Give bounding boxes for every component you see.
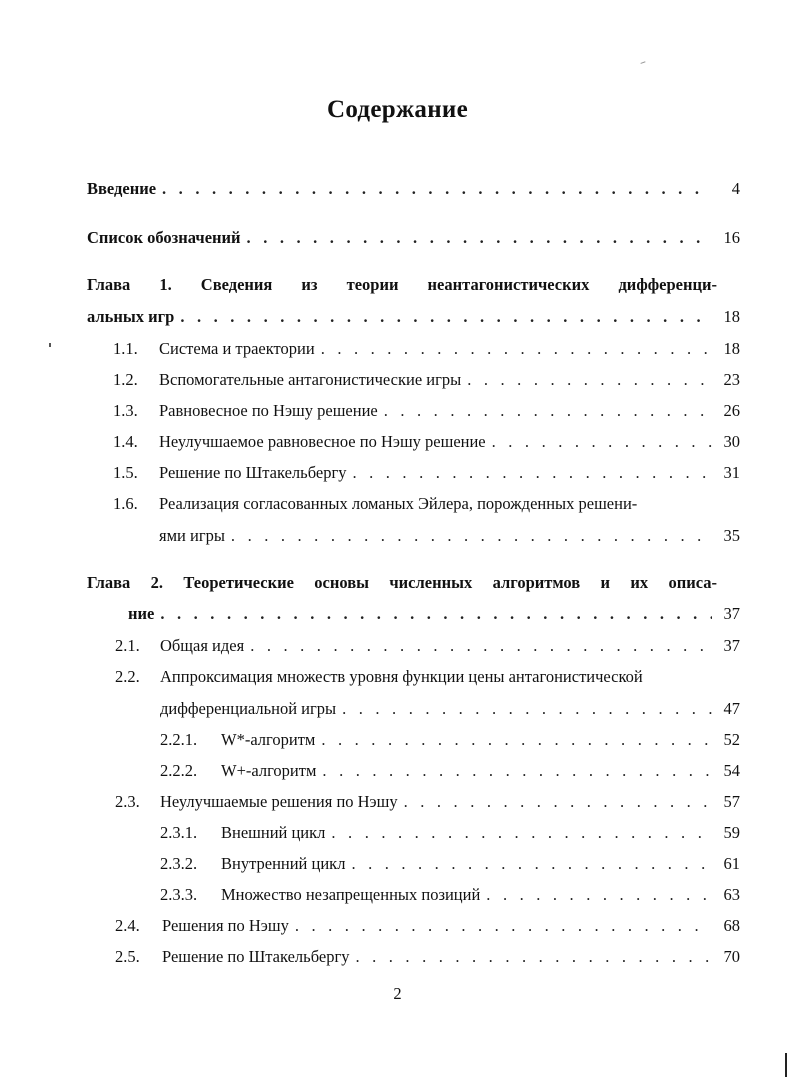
toc-label: Система и траектории [159,339,315,358]
toc-page: 18 [723,307,740,326]
toc-label-line1[interactable]: Аппроксимация множеств уровня функции цены антагонистической [160,667,643,686]
toc-page: 59 [723,823,740,842]
toc-page: 54 [723,761,740,780]
toc-label: W+-алгоритм [221,761,317,780]
toc-label: Неулучшаемые решения по Нэшу [160,792,398,811]
toc-entry-2-2[interactable] [160,699,740,719]
toc-label: Общая идея [160,636,245,655]
toc-label: Решение по Штакельбергу [159,463,347,482]
toc-page: 68 [723,916,740,935]
toc-entry-2-2-2[interactable] [160,761,740,781]
toc-label: Внутренний цикл [221,854,346,873]
toc-page: 31 [723,463,740,482]
toc-page: 37 [723,636,740,655]
section-number: 1.1. [113,339,138,358]
section-number: 2.3.1. [160,823,198,842]
leader-dots [160,604,712,624]
section-number: 2.1. [115,636,140,655]
leader-dots [322,761,712,781]
toc-label: Решение по Штакельбергу [162,947,350,966]
toc-entry-2-2-1[interactable] [160,730,740,750]
toc-entry-2-1[interactable] [115,636,740,656]
toc-entry-2-4[interactable] [115,916,740,936]
toc-page: 61 [723,854,740,873]
toc-label: ние [128,604,155,623]
toc-label: Вспомогательные антагонистические игры [159,370,462,389]
toc-label: Введение [87,179,157,198]
leader-dots [321,730,712,750]
toc-entry-2-3-3[interactable] [160,885,740,905]
section-number: 1.4. [113,432,138,451]
toc-entry-1-3[interactable] [113,401,740,421]
leader-dots [404,792,712,812]
toc-label: Решения по Нэшу [162,916,289,935]
section-number: 2.3.2. [160,854,198,873]
leader-dots [352,463,712,483]
toc-page: 70 [723,947,740,966]
toc-page: 23 [723,370,740,389]
toc-entry-2-3[interactable] [115,792,740,812]
section-number: 2.2.1. [160,730,198,749]
leader-dots [295,916,712,936]
chapter2-heading[interactable]: Глава 2. Теоретические основы численных алгоритмов и их описа- [87,573,717,592]
toc-label-line1[interactable]: Реализация согласованных ломаных Эйлера, порожденных решени- [159,494,638,513]
toc-page: 18 [723,339,740,358]
section-number: 2.2.2. [160,761,198,780]
toc-entry-2-3-1[interactable] [160,823,740,843]
section-number: 1.5. [113,463,138,482]
toc-page: 37 [723,604,740,623]
toc-page: 16 [723,228,740,247]
leader-dots [180,307,712,327]
section-number: 1.6. [113,494,138,513]
toc-entry-1-1[interactable] [113,339,740,359]
toc-page: 63 [723,885,740,904]
toc-entry-chapter1[interactable] [87,307,740,327]
leader-dots [247,228,712,248]
scan-artifact [640,61,646,66]
toc-label: Внешний цикл [221,823,326,842]
page-title: Содержание [326,96,468,123]
scan-artifact [785,1053,787,1077]
section-number: 1.3. [113,401,138,420]
leader-dots [162,179,712,199]
leader-dots [321,339,712,359]
leader-dots [467,370,712,390]
section-number: 2.5. [115,947,140,966]
toc-entry-chapter2[interactable] [128,604,740,624]
toc-page: 57 [723,792,740,811]
leader-dots [250,636,712,656]
chapter1-heading[interactable]: Глава 1. Сведения из теории неантагонистических дифференци- [87,275,717,294]
page-number: 2 [393,984,402,1003]
toc-label: дифференциальной игры [160,699,337,718]
toc-label: Равновесное по Нэшу решение [159,401,378,420]
toc-entry-2-5[interactable] [115,947,740,967]
toc-label: Неулучшаемое равновесное по Нэшу решение [159,432,486,451]
leader-dots [331,823,712,843]
toc-label: ями игры [159,526,225,545]
toc-entry-notation[interactable] [87,228,740,248]
toc-label: Список обозначений [87,228,241,247]
section-number: 1.2. [113,370,138,389]
toc-entry-2-3-2[interactable] [160,854,740,874]
leader-dots [231,526,712,546]
toc-page: 47 [723,699,740,718]
toc-label: Множество незапрещенных позиций [221,885,481,904]
section-number: 2.4. [115,916,140,935]
toc-page: 4 [731,179,740,198]
leader-dots [486,885,712,905]
toc-entry-intro[interactable] [87,179,740,199]
toc-page: 26 [723,401,740,420]
leader-dots [384,401,712,421]
toc-page: 30 [723,432,740,451]
section-number: 2.3. [115,792,140,811]
scan-artifact [49,343,51,347]
section-number: 2.3.3. [160,885,198,904]
toc-page: 35 [723,526,740,545]
toc-page: 52 [723,730,740,749]
section-number: 2.2. [115,667,140,686]
leader-dots [355,947,712,967]
toc-entry-1-2[interactable] [113,370,740,390]
toc-label: альных игр [87,307,175,326]
toc-label: W*-алгоритм [221,730,316,749]
toc-entry-1-5[interactable] [113,463,740,483]
leader-dots [351,854,712,874]
toc-entry-1-4[interactable] [113,432,740,452]
toc-entry-1-6[interactable] [159,526,740,546]
leader-dots [492,432,712,452]
leader-dots [342,699,712,719]
